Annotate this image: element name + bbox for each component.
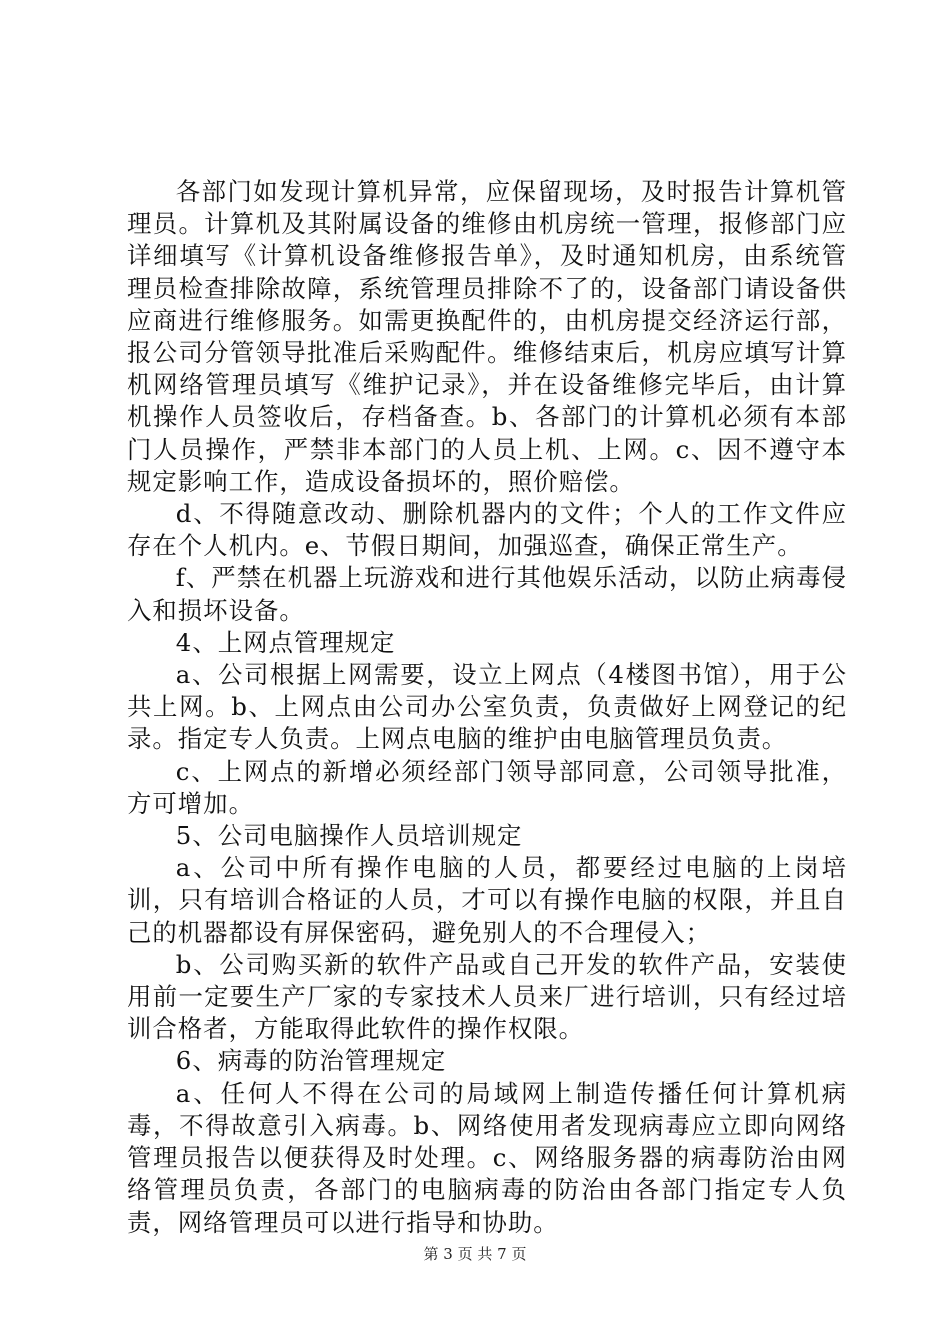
paragraph-internet-point-setup: a、公司根据上网需要，设立上网点（4楼图书馆），用于公共上网。b、上网点由公司办公室负责，负责做好上网登记的纪录。指定专人负责。上网点电脑的维护由电脑管理员负责。 xyxy=(127,660,847,754)
paragraph-file-rules: d、不得随意改动、删除机器内的文件；个人的工作文件应存在个人机内。e、节假日期间，加强巡查，确保正常生产。 xyxy=(127,499,847,561)
paragraph-internet-point-approval: c、上网点的新增必须经部门领导部同意，公司领导批准，方可增加。 xyxy=(127,756,847,818)
body-text xyxy=(127,176,847,1239)
section-heading-virus: 6、病毒的防治管理规定 xyxy=(175,1046,447,1076)
paragraph-virus-rules: a、任何人不得在公司的局域网上制造传播任何计算机病毒，不得故意引入病毒。b、网络使用者发现病毒应立即向网络管理员报告以便获得及时处理。c、网络服务器的病毒防治由网络管理员负责，各部门的电脑病毒的防治由各部门指定专人负责，网络管理员可以进行指导和协助。 xyxy=(127,1078,847,1237)
paragraph-no-games: f、严禁在机器上玩游戏和进行其他娱乐活动，以防止病毒侵入和损坏设备。 xyxy=(127,563,847,625)
paragraph-training-b: b、公司购买新的软件产品或自己开发的软件产品，安装使用前一定要生产厂家的专家技术人员来厂进行培训，只有经过培训合格者，方能取得此软件的操作权限。 xyxy=(127,949,847,1044)
paragraph-training-a: a、公司中所有操作电脑的人员，都要经过电脑的上岗培训，只有培训合格证的人员，才可以有操作电脑的权限，并且自己的机器都设有屏保密码，避免别人的不合理侵入； xyxy=(127,853,847,947)
page-number-footer: 第 3 页 共 7 页 xyxy=(423,1245,527,1263)
paragraph-equipment-repair: 各部门如发现计算机异常，应保留现场，及时报告计算机管理员。计算机及其附属设备的维修由机房统一管理，报修部门应详细填写《计算机设备维修报告单》，及时通知机房，由系统管理员检查排除故障，系统管理员排除不了的，设备部门请设备供应商进行维修服务。如需更换配件的，由机房提交经济运行部，报公司分管领导批准后采购配件。维修结束后，机房应填写计算机网络管理员填写《维护记录》，并在设备维修完毕后，由计算机操作人员签收后，存档备查。b、各部门的计算机必须有本部门人员操作，严禁非本部门的人员上机、上网。c、因不遵守本规定影响工作，造成设备损坏的，照价赔偿。 xyxy=(127,177,847,496)
section-heading-internet-point: 4、上网点管理规定 xyxy=(175,627,396,657)
section-heading-training: 5、公司电脑操作人员培训规定 xyxy=(175,821,523,851)
